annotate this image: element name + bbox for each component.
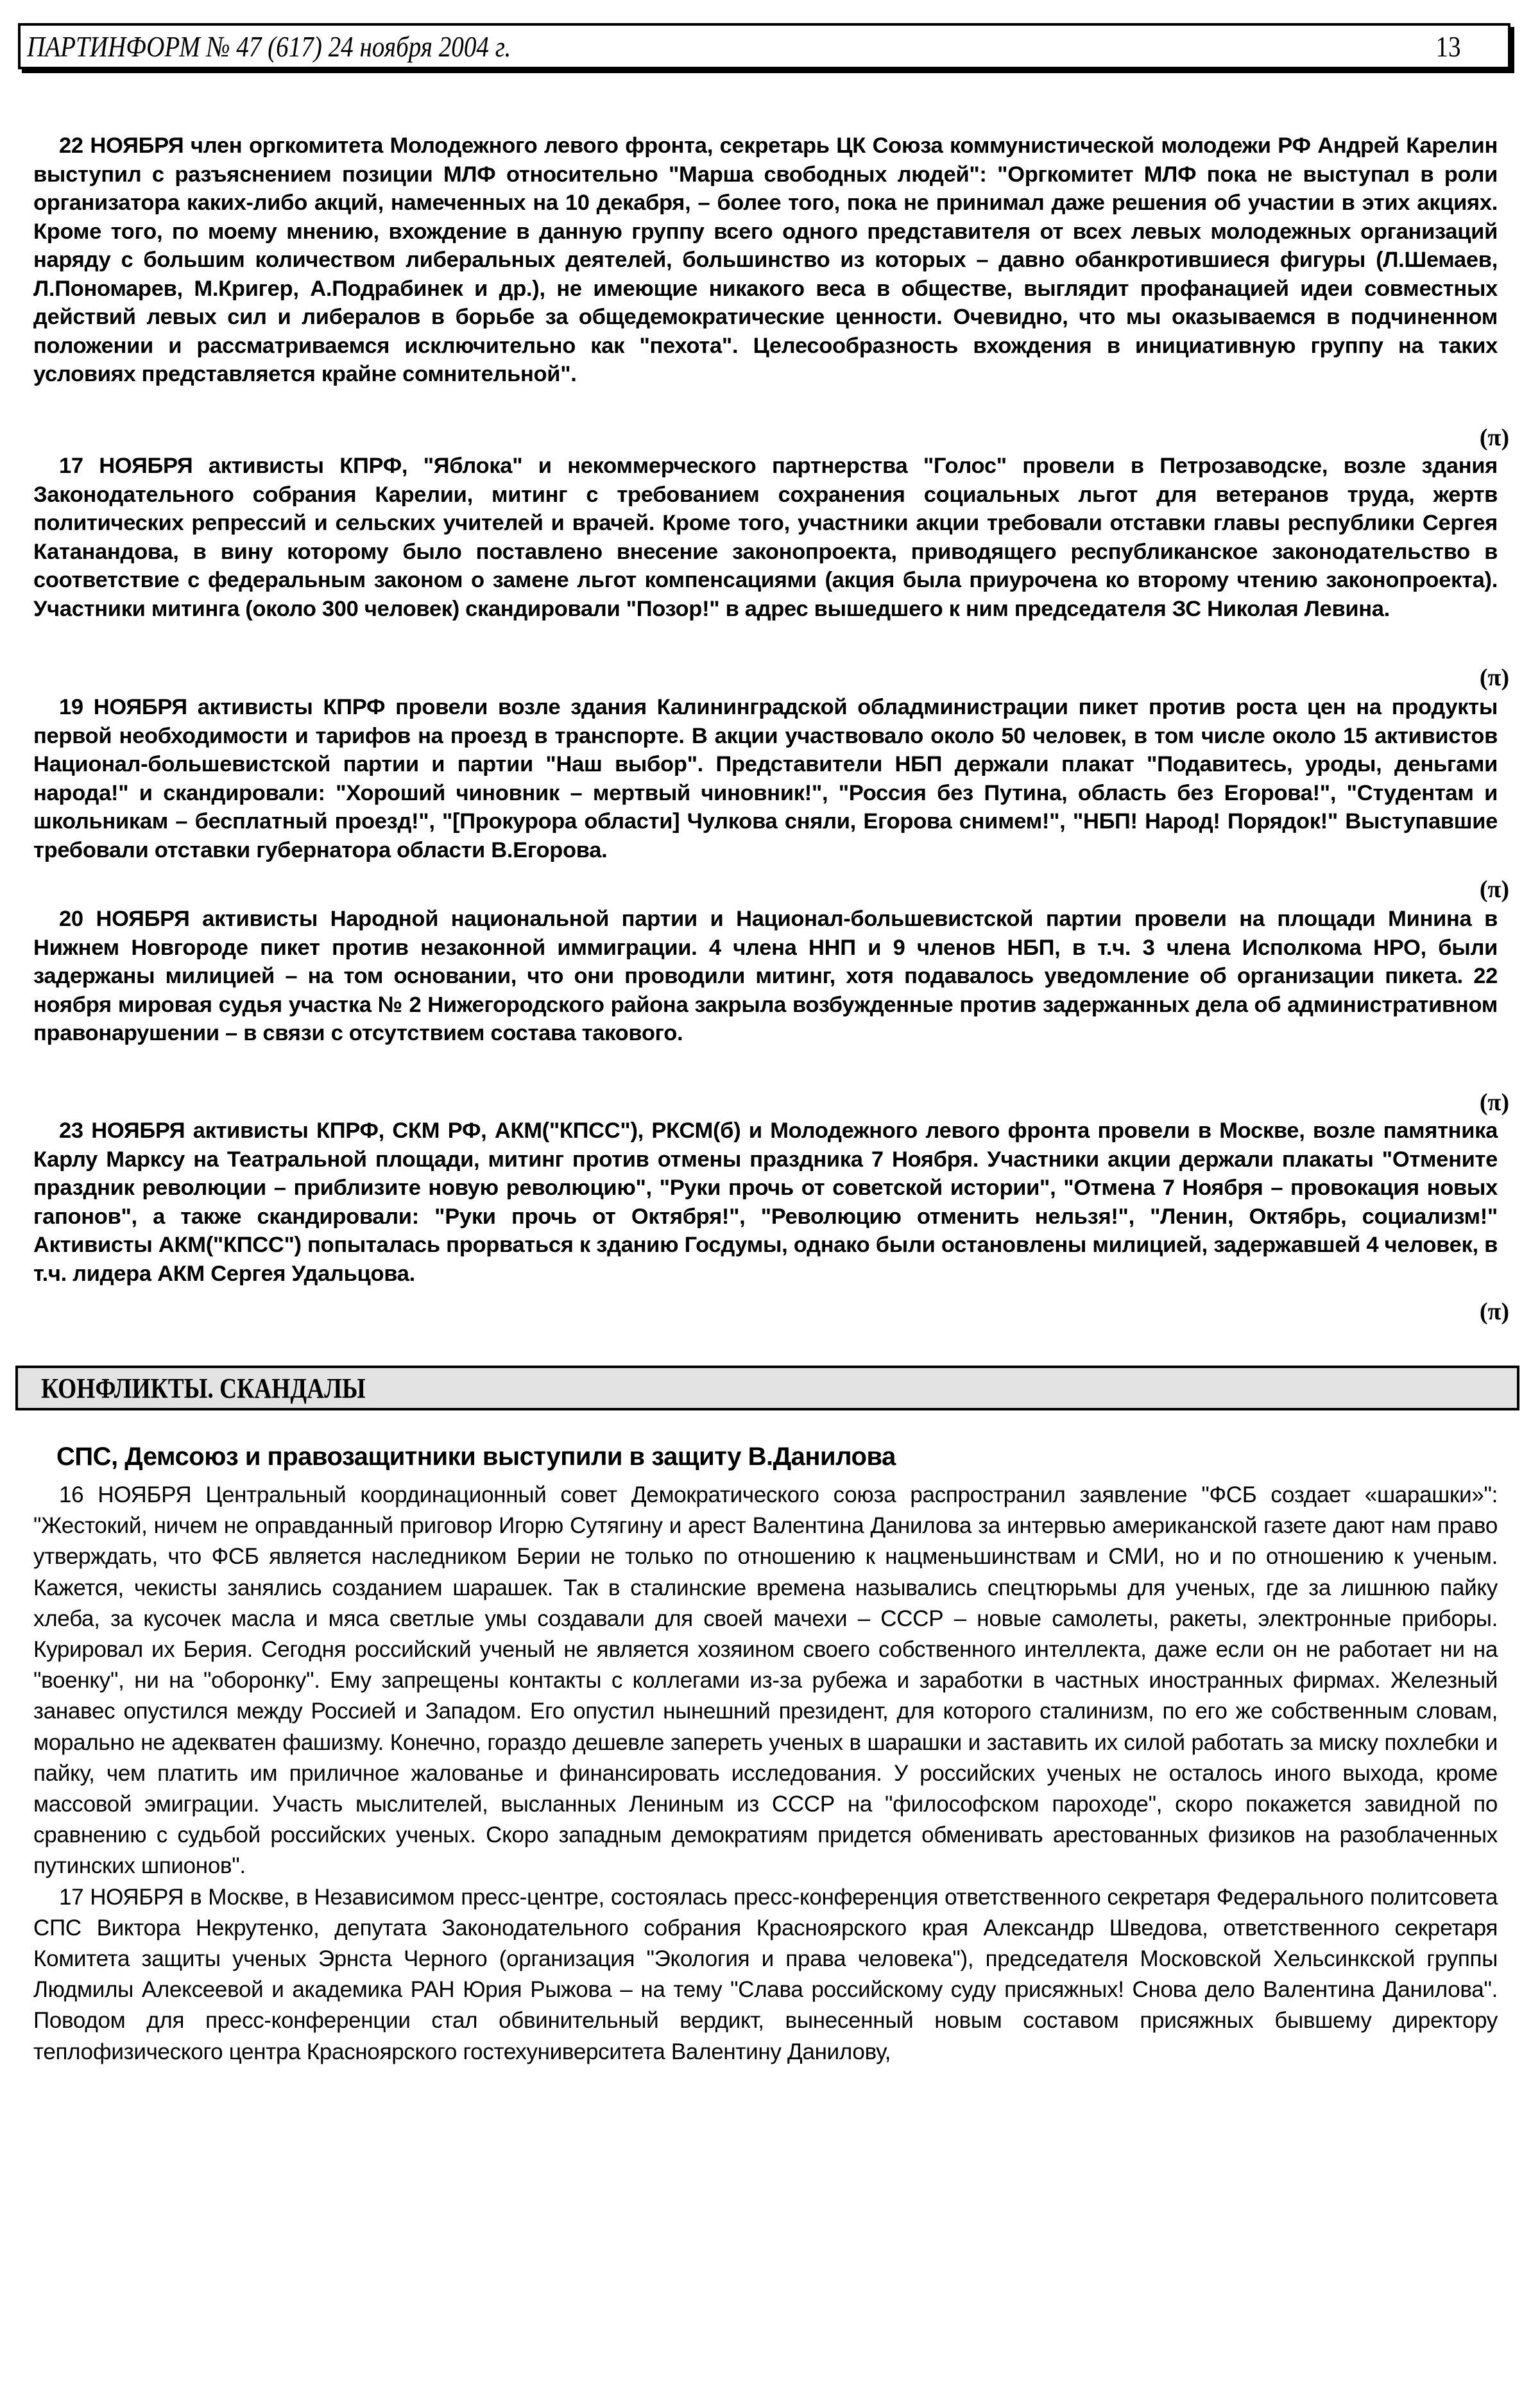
story-headline: СПС, Демсоюз и правозащитники выступили в защиту В.Данилова	[56, 1443, 896, 1471]
article	[33, 452, 1498, 623]
story-paragraph: 16 НОЯБРЯ Центральный координационный совет Демократического союза распространил заявление "ФСБ создает «шарашки»": "Жестокий, ничем не оправданный приговор Игорю Сутягину и арест Валентина Данилова за интервью американской газете дают нам право утверждать, что ФСБ является наследником Берии не только по отношению к нацменьшинствам и СМИ, но и по отношению к ученым. Кажется, чекисты занялись созданием шарашек. Так в сталинские времена назывались спецтюрьмы для ученых, где за лишнюю пайку хлеба, за кусочек масла и мяса светлые умы создавали для своей мачехи – СССР – новые самолеты, ракеты, электронные приборы. Курировал их Берия. Сегодня российский ученый не является хозяином своего собственного интеллекта, даже если он не работает ни на "военку", ни на "оборонку". Ему запрещены контакты с коллегами из-за рубежа и заработки в частных иностранных фирмах. Железный занавес опустился между Россией и Западом. Его опустил нынешний президент, для которого сталинизм, по его же собственным словам, морально не адекватен фашизму. Конечно, гораздо дешевле запереть ученых в шарашки и заставить их силой работать за миску похлебки и пайку, чем платить им приличное жалованье и финансировать исследования. У российских ученых не осталось иного выхода, кроме массовой эмиграции. Участь мыслителей, высланных Лениным из СССР на "философском пароходе", скоро покажется завидной по сравнению с судьбой российских ученых. Скоро западным демократиям придется обменивать арестованных физиков на разоблаченных путинских шпионов".	[33, 1482, 1498, 1879]
story-body	[33, 1480, 1498, 2068]
article-text: 17 НОЯБРЯ активисты КПРФ, "Яблока" и некоммерческого партнерства "Голос" провели в Петрозаводске, возле здания Законодательного собрания Карелии, митинг с требованием сохранения социальных льгот для ветеранов труда, жертв политических репрессий и сельских учителей и врачей. Кроме того, участники акции требовали отставки главы республики Сергея Катанандова, в вину которому было поставлено внесение законопроекта, приводящего республиканское законодательство в соответствие с федеральным законом о замене льгот компенсациями (акция была приурочена ко второму чтению законопроекта). Участники митинга (около 300 человек) скандировали "Позор!" в адрес вышедшего к ним председателя ЗС Николая Левина.	[33, 454, 1498, 621]
source-mark: (π)	[1479, 876, 1509, 903]
article-text: 20 НОЯБРЯ активисты Народной национальной партии и Национал-большевистской партии провели на площади Минина в Нижнем Новгороде пикет против незаконной иммиграции. 4 члена ННП и 9 членов НБП, в т.ч. 3 члена Исполкома НРО, были задержаны милицией – на том основании, что они проводили митинг, хотя подавалось уведомление об организации пикета. 22 ноября мировая судья участка № 2 Нижегородского района закрыла возбужденные против задержанных дела об административном правонарушении – в связи с отсутствием состава такового.	[33, 907, 1498, 1045]
story-paragraph: 17 НОЯБРЯ в Москве, в Независимом пресс-центре, состоялась пресс-конференция ответственного секретаря Федерального политсовета СПС Виктора Некрутенко, депутата Законодательного собрания Красноярского края Александр Шведова, ответственного секретаря Комитета защиты ученых Эрнста Черного (организация "Экология и права человека"), председателя Московской Хельсинкской группы Людмилы Алексеевой и академика РАН Юрия Рыжова – на тему "Слава российскому суду присяжных! Снова дело Валентина Данилова". Поводом для пресс-конференции стал обвинительный вердикт, вынесенный новым составом присяжных бывшему директору теплофизического центра Красноярского гостехуниверситета Валентину Данилову,	[33, 1884, 1498, 2064]
article	[33, 132, 1498, 389]
article	[33, 905, 1498, 1048]
source-mark: (π)	[1479, 1298, 1509, 1325]
page-header	[18, 23, 1510, 69]
article	[33, 1117, 1498, 1288]
source-mark: (π)	[1479, 424, 1509, 451]
section-title: КОНФЛИКТЫ. СКАНДАЛЫ	[41, 1373, 366, 1404]
article-text: 19 НОЯБРЯ активисты КПРФ провели возле здания Калининградской обладминистрации пикет против роста цен на продукты первой необходимости и тарифов на проезд в транспорте. В акции участвовало около 50 человек, в том числе около 15 активистов Национал-большевистской партии и партии "Наш выбор". Представители НБП держали плакат "Подавитесь, уроды, деньгами народа!" и скандировали: "Хороший чиновник – мертвый чиновник!", "Россия без Путина, область без Егорова!", "Студентам и школьникам – бесплатный проезд!", "[Прокурора области] Чулкова сняли, Егорова снимем!", "НБП! Народ! Порядок!" Выступавшие требовали отставки губернатора области В.Егорова.	[33, 695, 1498, 862]
source-mark: (π)	[1479, 1089, 1509, 1116]
section-header	[15, 1366, 1519, 1410]
page-number: 13	[1435, 30, 1461, 63]
article-text: 22 НОЯБРЯ член оргкомитета Молодежного левого фронта, секретарь ЦК Союза коммунистической молодежи РФ Андрей Карелин выступил с разъяснением позиции МЛФ относительно "Марша свободных людей": "Оргкомитет МЛФ пока не выступал в роли организатора каких-либо акций, намеченных на 10 декабря, – более того, пока не принимал даже решения об участии в этих акциях. Кроме того, по моему мнению, вхождение в данную группу всего одного представителя от всех левых молодежных организаций наряду с большим количеством либеральных деятелей, большинство из которых – давно обанкротившиеся фигуры (Л.Шемаев, Л.Пономарев, М.Кригер, А.Подрабинек и др.), не имеющие никакого веса в обществе, выглядит профанацией идеи совместных действий левых сил и либералов в борьбе за общедемократические ценности. Очевидно, что мы оказываемся в подчиненном положении и рассматриваемся исключительно как "пехота". Целесообразность вхождения в инициативную группу на таких условиях представляется крайне сомнительной".	[33, 133, 1498, 386]
publication-title: ПАРТИНФОРМ № 47 (617) 24 ноября 2004 г.	[27, 30, 511, 63]
article-text: 23 НОЯБРЯ активисты КПРФ, СКМ РФ, АКМ("КПСС"), РКСМ(б) и Молодежного левого фронта провели в Москве, возле памятника Карлу Марксу на Театральной площади, митинг против отмены праздника 7 Ноября. Участники акции держали плакаты "Отмените праздник революции – приблизите новую революцию", "Руки прочь от советской истории", "Отмена 7 Ноября – провокация новых гапонов", а также скандировали: "Руки прочь от Октября!", "Революцию отменить нельзя!", "Ленин, Октябрь, социализм!" Активисты АКМ("КПСС") попыталась прорваться к зданию Госдумы, однако были остановлены милицией, задержавшей 4 человек, в т.ч. лидера АКМ Сергея Удальцова.	[33, 1118, 1498, 1286]
article	[33, 693, 1498, 864]
source-mark: (π)	[1479, 664, 1509, 691]
